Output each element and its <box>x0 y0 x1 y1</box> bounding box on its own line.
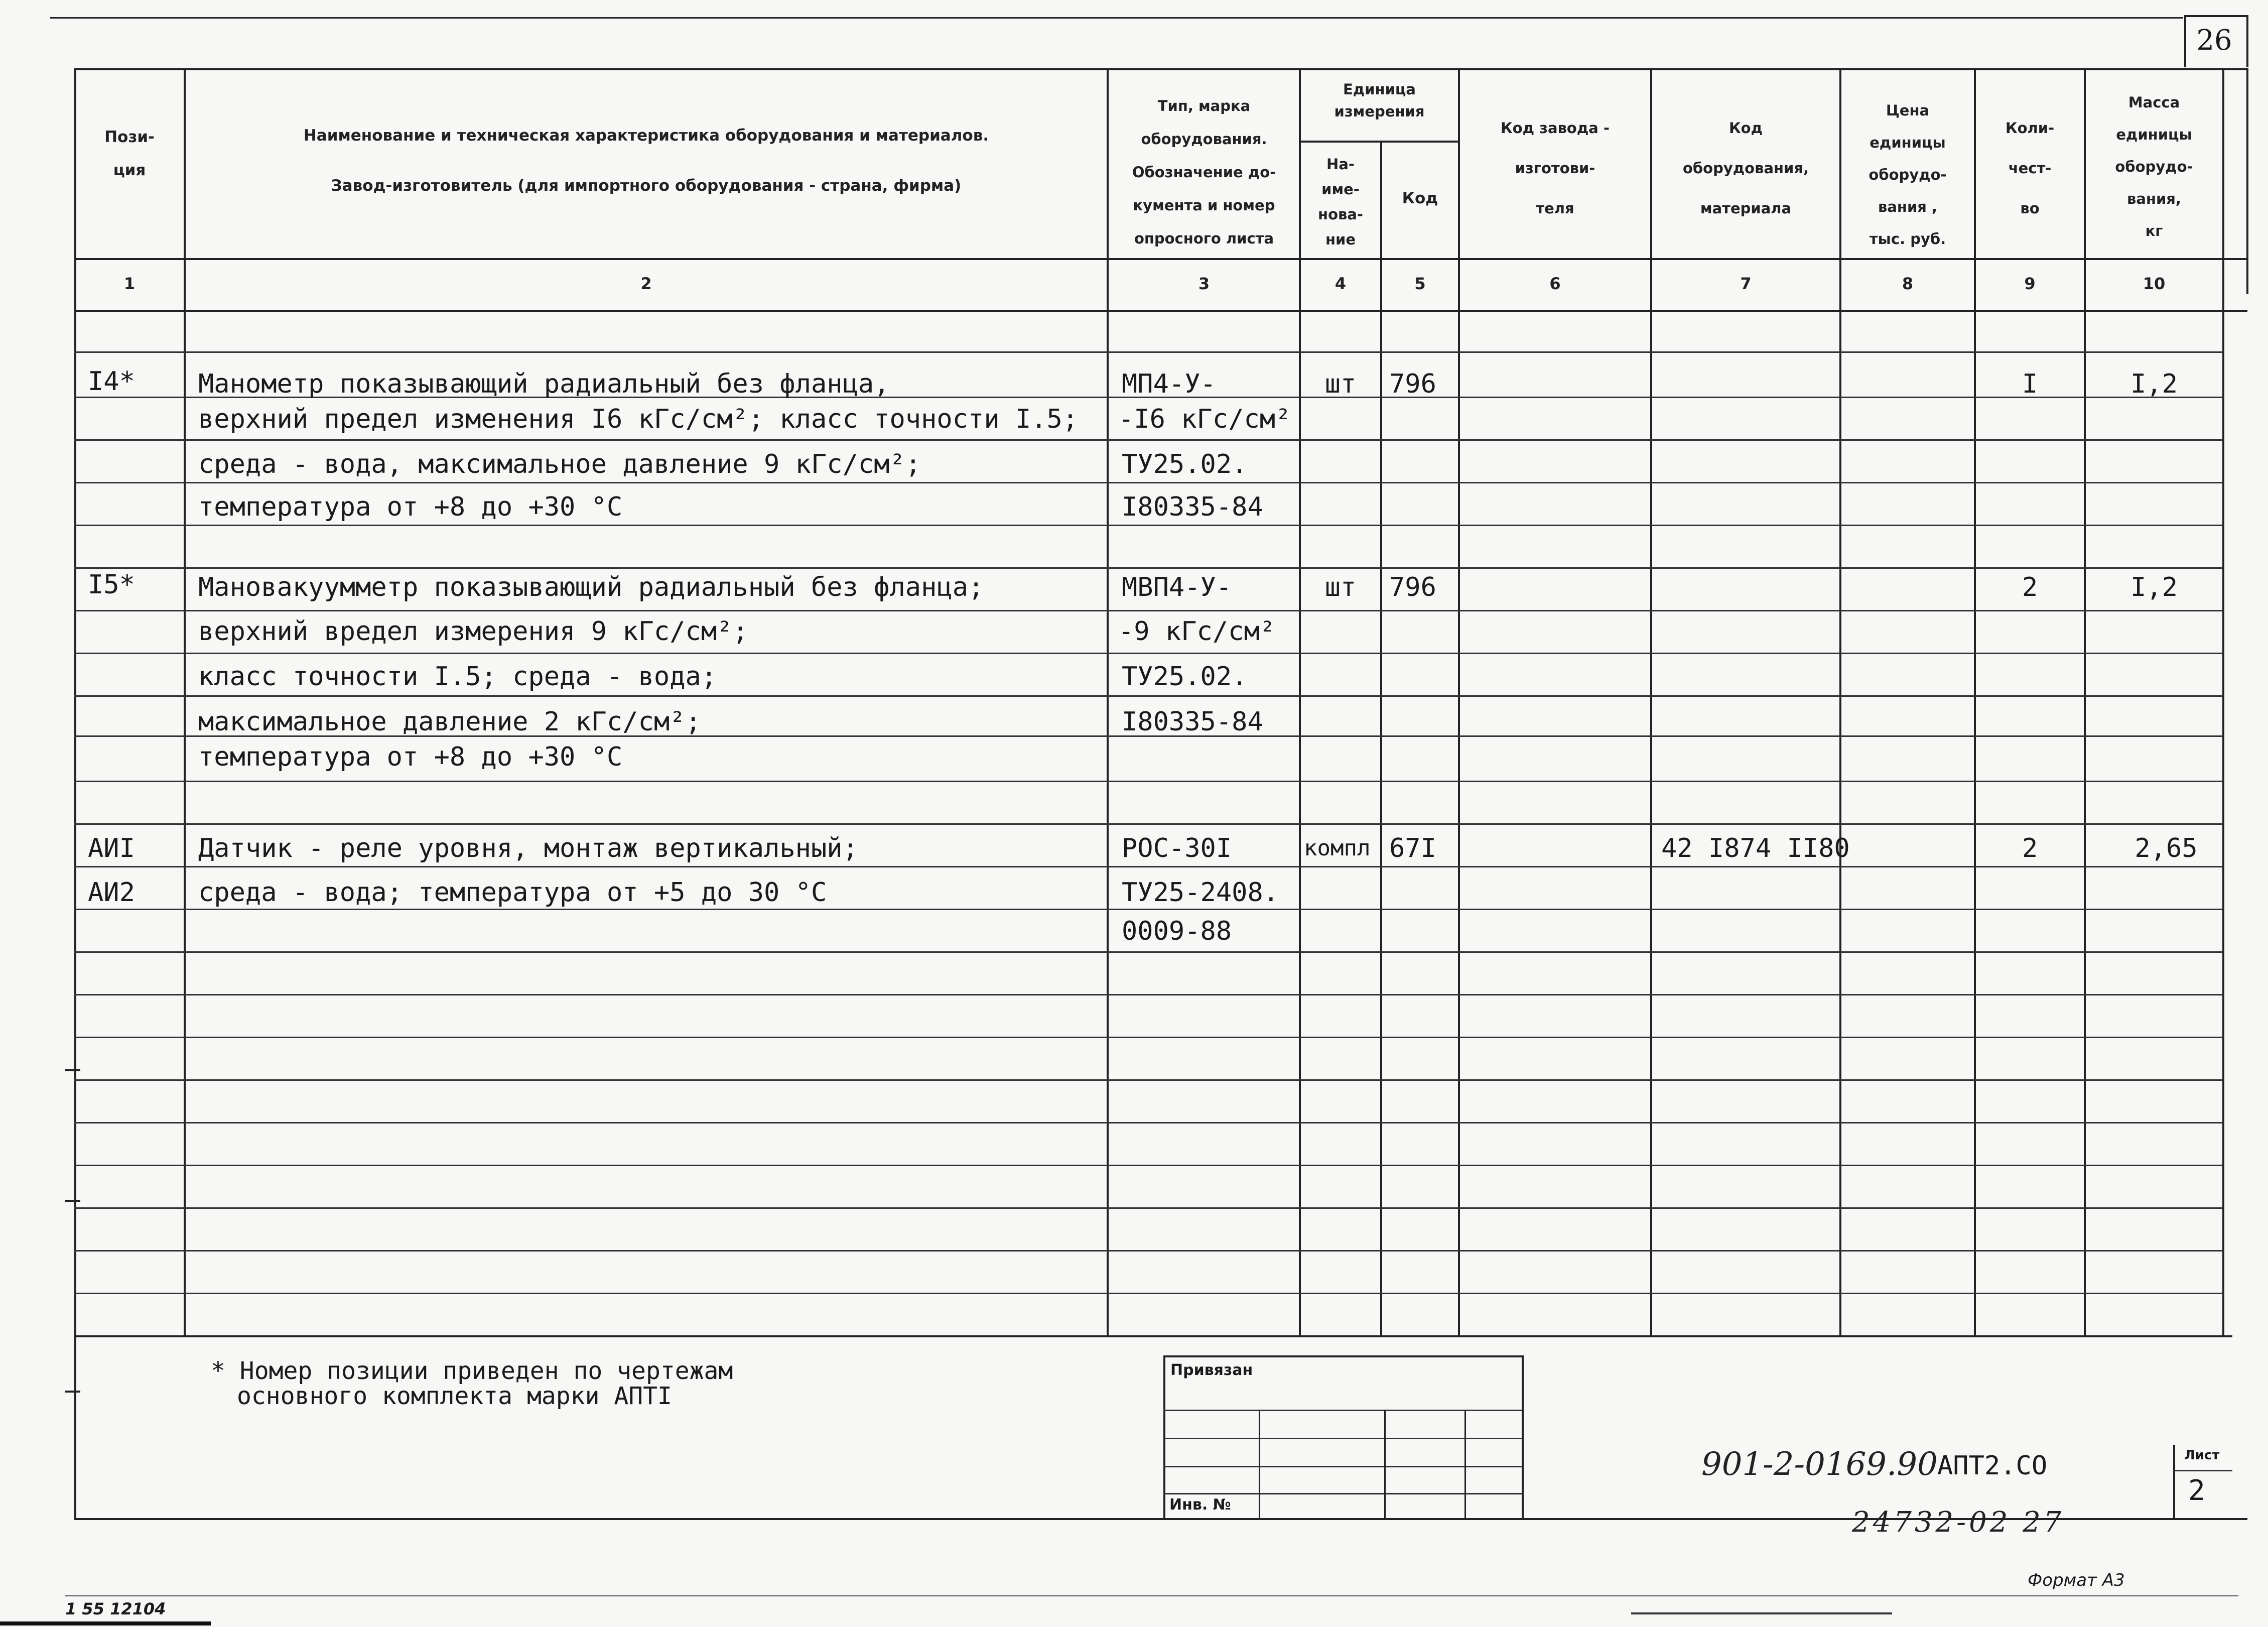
table-top-border <box>74 68 2247 70</box>
footnote-line2: основного комплекта марки АПТI <box>237 1382 672 1410</box>
sheet-number: 2 <box>2188 1474 2205 1507</box>
row2-type-line2: -9 кГс/см² <box>1118 616 1276 647</box>
row-line <box>74 1122 2223 1123</box>
document-mark: АПТ2.СО <box>1937 1451 2048 1481</box>
margin-tick <box>65 1200 80 1202</box>
bottom-edge-bar <box>0 1621 211 1625</box>
numrow-bottom-border <box>74 310 2247 312</box>
sheet-label: Лист <box>2184 1448 2220 1463</box>
row1-name-line4: температура от +8 до +30 °С <box>198 492 623 522</box>
row1-name-line3: среда - вода, максимальное давление 9 кГс/см²; <box>198 449 921 479</box>
stamp-row-line <box>1163 1493 1522 1494</box>
col-line-2 <box>1107 68 1109 1336</box>
row3-name-line1: Датчик - реле уровня, монтаж вертикальный; <box>198 833 858 863</box>
header-col10: Масса единицы оборудо- вания, кг <box>2115 94 2193 239</box>
stamp-col-line <box>1384 1410 1386 1518</box>
document-code: 901-2-0169.90 <box>1701 1446 1938 1483</box>
stamp-col-line <box>1259 1410 1260 1518</box>
row2-name-line5: температура от +8 до +30 °С <box>198 742 623 772</box>
row-line <box>74 1079 2223 1081</box>
row2-position: I5* <box>88 570 135 600</box>
row-line <box>74 909 2223 910</box>
sheet-box-divider <box>2173 1470 2232 1471</box>
bottom-edge-bar-2 <box>1631 1612 1892 1614</box>
header-col3: Тип, марка оборудования. Обозначение до- кумента и номер опросного листа <box>1132 97 1276 247</box>
row1-type-line3: ТУ25.02. <box>1122 449 1248 479</box>
page-number: 26 <box>2196 24 2232 57</box>
row2-name-line1: Мановакуумметр показывающий радиальный без фланца; <box>198 572 984 602</box>
row1-code: 796 <box>1389 369 1436 399</box>
col-line-10 <box>2222 68 2224 1336</box>
colnum-9: 9 <box>2024 274 2036 293</box>
col-line-3 <box>1299 68 1301 1336</box>
header-col2: Наименование и техническая характеристика оборудования и материалов. Завод-изготовитель (для импортного оборудования - страна, фирма) <box>303 127 989 195</box>
row-line <box>74 610 2223 611</box>
row-line <box>74 482 2223 483</box>
row-line <box>74 525 2223 526</box>
row-line <box>74 866 2223 867</box>
col-line-1 <box>184 68 186 1336</box>
bottom-dashed-line <box>65 1595 2238 1596</box>
col-line-9 <box>2084 68 2086 1336</box>
col-line-8 <box>1974 68 1976 1336</box>
col-line-6 <box>1650 68 1652 1336</box>
header-unit-group: Единица измерения <box>1334 81 1425 120</box>
colnum-6: 6 <box>1549 274 1561 293</box>
row3-type-line3: 0009-88 <box>1122 916 1232 946</box>
footnote-line1: * Номер позиции приведен по чертежам <box>211 1357 733 1385</box>
row1-type-line1: МП4-У- <box>1122 369 1216 399</box>
row2-name-line4: максимальное давление 2 кГс/см²; <box>198 707 701 737</box>
header-col9: Коли- чест- во <box>2005 119 2055 217</box>
stamp-inv-number: Инв. № <box>1169 1496 1231 1514</box>
row1-position: I4* <box>88 366 135 397</box>
row3-equipment-code: 42 I874 II80 <box>1661 833 1850 863</box>
row1-qty: I <box>2022 369 2038 399</box>
row3-mass: 2,65 <box>2134 833 2198 863</box>
row-line <box>74 781 2223 782</box>
body-bottom-border <box>74 1335 2232 1337</box>
row-line <box>74 351 2223 353</box>
colnum-7: 7 <box>1740 274 1752 293</box>
row3-position-2: АИ2 <box>88 878 135 908</box>
corner-code: 1 55 12104 <box>65 1599 166 1618</box>
row-line <box>74 653 2223 654</box>
row3-qty: 2 <box>2022 833 2038 863</box>
stamp-privyazan: Привязан <box>1170 1361 1253 1379</box>
row2-qty: 2 <box>2022 572 2038 602</box>
colnum-2: 2 <box>640 274 652 293</box>
row-line <box>74 1293 2223 1294</box>
colnum-8: 8 <box>1902 274 1914 293</box>
row-line <box>74 994 2223 995</box>
header-col4: На- име- нова- ние <box>1318 156 1363 248</box>
colnum-3: 3 <box>1198 274 1210 293</box>
row2-type-line3: ТУ25.02. <box>1122 662 1248 692</box>
row-line <box>74 567 2223 569</box>
stamp-col-line <box>1464 1410 1466 1518</box>
header-bottom-border <box>74 258 2247 260</box>
col-line-7 <box>1839 68 1841 1336</box>
right-edge-line <box>2246 68 2248 294</box>
archive-number: 24732-02 27 <box>1852 1506 2065 1539</box>
row-line <box>74 1207 2223 1209</box>
row2-code: 796 <box>1389 572 1436 602</box>
header-col5: Код <box>1402 189 1438 207</box>
stamp-row-line <box>1163 1410 1522 1411</box>
header-col8: Цена единицы оборудо- вания , тыс. руб. <box>1869 102 1947 247</box>
row2-type-line4: I80335-84 <box>1122 707 1263 737</box>
row1-type-line4: I80335-84 <box>1122 492 1263 522</box>
row-line <box>74 439 2223 441</box>
col-line-4 <box>1380 141 1382 1336</box>
format-label: Формат А3 <box>2028 1570 2125 1590</box>
colnum-10: 10 <box>2143 274 2166 293</box>
margin-tick <box>65 1391 80 1393</box>
colnum-1: 1 <box>123 274 136 293</box>
row1-type-line2: -I6 кГс/см² <box>1118 404 1291 434</box>
colnum-5: 5 <box>1414 274 1426 293</box>
header-col7: Код оборудования, материала <box>1682 119 1809 217</box>
row2-type-line1: МВП4-У- <box>1122 572 1232 602</box>
row3-position-1: АИI <box>88 833 135 863</box>
row-line <box>74 823 2223 825</box>
row-line <box>74 1250 2223 1251</box>
row-line <box>74 1165 2223 1166</box>
header-col6: Код завода - изготови- теля <box>1501 119 1610 217</box>
header-col1: Пози- ция <box>104 128 155 179</box>
colnum-4: 4 <box>1335 274 1347 293</box>
col-line-5 <box>1458 68 1460 1336</box>
row2-mass: I,2 <box>2130 572 2178 602</box>
top-edge-line <box>50 17 2183 19</box>
row1-mass: I,2 <box>2130 369 2178 399</box>
row1-unit: шт <box>1324 369 1357 399</box>
stamp-row-line <box>1163 1466 1522 1467</box>
row3-unit: компл <box>1304 835 1371 861</box>
stamp-row-line <box>1163 1438 1522 1439</box>
row3-code: 67I <box>1389 833 1436 863</box>
unit-subheader-line <box>1299 141 1458 143</box>
row-line <box>74 951 2223 953</box>
row3-type-line1: РОС-30I <box>1122 833 1232 863</box>
row-line <box>74 1037 2223 1038</box>
row3-type-line2: ТУ25-2408. <box>1122 878 1279 908</box>
row2-name-line2: верхний вредел измерения 9 кГс/см²; <box>198 616 748 647</box>
row-line <box>74 695 2223 697</box>
margin-tick <box>65 1069 80 1071</box>
row1-name-line2: верхний предел изменения I6 кГс/см²; класс точности I.5; <box>198 404 1079 434</box>
row2-name-line3: класс точности I.5; среда - вода; <box>198 662 717 692</box>
stamp-frame <box>1163 1355 1524 1519</box>
row3-name-line2: среда - вода; температура от +5 до 30 °С <box>198 878 827 908</box>
row2-unit: шт <box>1324 572 1357 602</box>
row1-name-line1: Манометр показывающий радиальный без фланца, <box>198 369 890 399</box>
